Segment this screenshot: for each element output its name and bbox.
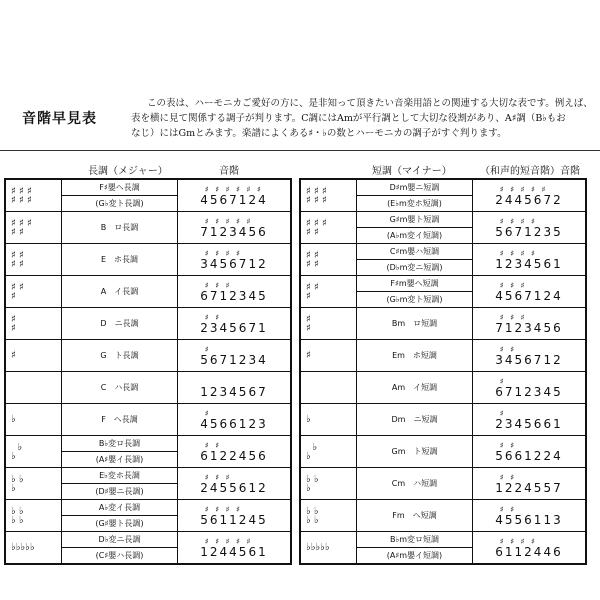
- key-signature: [5, 340, 62, 372]
- key-name-label: E♭変ホ長調: [99, 471, 140, 480]
- key-name-label: (D♭m変ニ短調): [357, 259, 472, 275]
- key-signature-line: ♯: [11, 290, 16, 302]
- scale-cell: [473, 532, 587, 565]
- key-name: [62, 404, 178, 436]
- key-signature-line: ♯: [11, 313, 16, 325]
- divider: [0, 150, 600, 151]
- scale-digits: 7123456: [495, 320, 563, 335]
- scale-digits: 1234561: [495, 256, 563, 271]
- scale-digits: 6112446: [495, 544, 563, 559]
- key-signature: [5, 276, 62, 308]
- key-name-label: F ヘ長調: [101, 415, 138, 424]
- scale-digits: 4567124: [200, 192, 268, 207]
- scale-digits: 5661224: [495, 448, 563, 463]
- key-signature: [5, 404, 62, 436]
- key-name: [357, 244, 473, 276]
- key-signature-line: ♯ ♯: [11, 249, 24, 261]
- scale-digits: 2455612: [200, 480, 268, 495]
- scale-digits: 1224557: [495, 480, 563, 495]
- scale-digits: 5671235: [495, 224, 563, 239]
- scale-sharps: ♯ ♯: [200, 312, 222, 322]
- key-signature-line: ♯ ♯: [11, 258, 24, 270]
- key-signature-line: ♭: [11, 441, 23, 453]
- key-name: [357, 212, 473, 244]
- scale-sharps: ♯ ♯ ♯: [200, 472, 232, 482]
- key-name: [62, 276, 178, 308]
- scale-cell: [178, 436, 292, 468]
- key-name: [357, 179, 473, 212]
- table-row: [5, 276, 291, 308]
- key-signature-line: ♯ ♯ ♯: [11, 217, 32, 229]
- scale-sharps: ♯ ♯ ♯ ♯ ♯: [495, 184, 548, 194]
- key-signature-line: ♯ ♯ ♯: [11, 185, 32, 197]
- key-name: [62, 340, 178, 372]
- key-name: [62, 436, 178, 468]
- key-name-label: (E♭m変ホ短調): [357, 195, 472, 211]
- table-row: [300, 468, 586, 500]
- major-key-header: 長調（メジャー）: [88, 166, 168, 177]
- scale-cell: [178, 212, 292, 244]
- key-signature-line: ♭ ♭: [306, 505, 319, 517]
- key-name-label: Gm ト短調: [391, 447, 438, 456]
- scale-cell: [178, 308, 292, 340]
- scale-sharps: ♯ ♯ ♯: [495, 312, 527, 322]
- key-name: [62, 244, 178, 276]
- key-name-label: A♭変イ長調: [98, 503, 141, 512]
- key-signature: [5, 308, 62, 340]
- major-scale-table: [4, 178, 292, 565]
- key-name-label: B ロ長調: [100, 223, 139, 232]
- key-signature-line: ♯ ♯: [306, 281, 319, 293]
- key-signature-line: ♯ ♯: [306, 249, 319, 261]
- scale-cell: [178, 276, 292, 308]
- key-signature: [5, 436, 62, 468]
- key-signature: [5, 179, 62, 212]
- scale-cell: [178, 372, 292, 404]
- key-signature-line: ♯ ♯ ♯: [11, 194, 32, 206]
- scale-sharps: ♯: [495, 376, 506, 386]
- minor-key-header: 短調（マイナー）: [372, 166, 452, 177]
- key-name-label: (A♯m嬰イ短調): [357, 547, 472, 563]
- table-row: [5, 179, 291, 212]
- intro-line: この表は、ハーモニカご愛好の方に、是非知って頂きたい音楽用語との関連する大切な表です。例えば、: [147, 98, 593, 109]
- scale-sharps: ♯ ♯ ♯ ♯ ♯ ♯: [200, 184, 263, 194]
- key-name-label: Em ホ短調: [392, 351, 437, 360]
- key-signature-line: ♭: [11, 414, 16, 425]
- scale-cell: [473, 340, 587, 372]
- key-name-label: Am イ短調: [391, 383, 438, 392]
- scale-cell: [473, 244, 587, 276]
- scale-sharps: ♯ ♯: [495, 472, 517, 482]
- scale-cell: [473, 404, 587, 436]
- scale-sharps: ♯ ♯ ♯ ♯: [200, 504, 242, 514]
- key-name-label: (G♭変ト長調): [62, 195, 177, 211]
- key-signature: [300, 436, 357, 468]
- scale-digits: 2345661: [495, 416, 563, 431]
- table-row: [300, 308, 586, 340]
- key-name-label: (C♯嬰ハ長調): [62, 547, 177, 563]
- key-name: [357, 436, 473, 468]
- key-signature: [5, 500, 62, 532]
- scale-sharps: ♯ ♯: [495, 440, 517, 450]
- key-signature: [300, 372, 357, 404]
- key-name-label: F♯m嬰ヘ短調: [390, 279, 439, 288]
- key-signature-line: ♯: [306, 290, 311, 302]
- key-signature-line: ♭ ♭: [11, 473, 24, 485]
- key-name: [62, 468, 178, 500]
- scale-sharps: ♯ ♯: [200, 440, 222, 450]
- key-name: [357, 308, 473, 340]
- scale-digits: 2345671: [200, 320, 268, 335]
- key-signature: [300, 500, 357, 532]
- key-name: [62, 212, 178, 244]
- scale-digits: 3456712: [200, 256, 268, 271]
- key-signature: [300, 308, 357, 340]
- key-signature-line: ♯ ♯: [306, 258, 319, 270]
- table-row: [5, 308, 291, 340]
- key-signature-line: ♯: [11, 350, 16, 361]
- key-signature: [5, 212, 62, 244]
- key-name-label: (G♯嬰ト長調): [62, 515, 177, 531]
- key-name: [357, 340, 473, 372]
- key-signature-line: ♯: [306, 313, 311, 325]
- table-row: [300, 212, 586, 244]
- scale-sharps: ♯: [200, 408, 211, 418]
- scale-sharps: ♯ ♯ ♯ ♯ ♯: [200, 216, 253, 226]
- scale-digits: 6712345: [495, 384, 563, 399]
- scale-sharps: ♯ ♯ ♯ ♯: [495, 248, 537, 258]
- key-name: [62, 308, 178, 340]
- key-name: [62, 179, 178, 212]
- scale-cell: [178, 500, 292, 532]
- scale-cell: [178, 532, 292, 565]
- scale-cell: [178, 404, 292, 436]
- key-signature: [300, 468, 357, 500]
- key-name-label: (A♯嬰イ長調): [62, 451, 177, 467]
- scale-cell: [178, 340, 292, 372]
- key-name: [62, 372, 178, 404]
- scale-digits: 5671234: [200, 352, 268, 367]
- table-row: [5, 212, 291, 244]
- intro-text: [131, 96, 593, 141]
- scale-sharps: ♯ ♯ ♯ ♯: [200, 248, 242, 258]
- key-signature-line: ♯: [11, 322, 16, 334]
- scale-cell: [473, 308, 587, 340]
- key-name-label: E ホ長調: [100, 255, 139, 264]
- key-signature-line: ♯ ♯: [11, 281, 24, 293]
- key-signature-line: ♭: [306, 441, 318, 453]
- key-name-label: Fm ヘ短調: [392, 511, 437, 520]
- key-signature: [5, 468, 62, 500]
- scale-sharps: ♯: [495, 408, 506, 418]
- table-row: [5, 436, 291, 468]
- scale-digits: 7123456: [200, 224, 268, 239]
- table-row: [300, 179, 586, 212]
- key-signature: [5, 372, 62, 404]
- scale-digits: 6122456: [200, 448, 268, 463]
- scale-sharps: ♯: [200, 344, 211, 354]
- key-signature-line: ♯: [306, 322, 311, 334]
- key-name: [357, 276, 473, 308]
- key-name-label: D♭変ニ長調: [98, 535, 141, 544]
- major-scale-header: 音階: [219, 166, 239, 177]
- key-signature-line: ♭♭♭♭♭: [306, 542, 330, 553]
- table-row: [300, 500, 586, 532]
- scale-cell: [473, 468, 587, 500]
- intro-line: なじ）にはGmとみます。楽譜によくある♯・♭の数とハーモニカの調子がすぐ判ります。: [131, 128, 507, 139]
- scale-sharps: ♯ ♯ ♯: [495, 280, 527, 290]
- key-signature-line: ♯ ♯ ♯: [306, 185, 327, 197]
- key-signature-line: ♭: [306, 482, 311, 494]
- table-row: [5, 404, 291, 436]
- key-name-label: Dm ニ短調: [391, 415, 438, 424]
- key-signature-line: ♭ ♭: [306, 514, 319, 526]
- key-name-label: B♭変ロ長調: [98, 439, 141, 448]
- key-signature-line: ♭: [11, 450, 16, 462]
- table-row: [300, 404, 586, 436]
- key-signature-line: ♭ ♭: [11, 514, 24, 526]
- key-signature-line: ♭: [306, 414, 311, 425]
- key-name-label: B♭m変ロ短調: [389, 535, 440, 544]
- key-name-label: D ニ長調: [100, 319, 139, 328]
- table-row: [5, 372, 291, 404]
- key-signature-line: ♯: [306, 350, 311, 361]
- scale-cell: [473, 372, 587, 404]
- table-row: [300, 340, 586, 372]
- scale-cell: [473, 179, 587, 212]
- table-row: [300, 372, 586, 404]
- table-row: [300, 276, 586, 308]
- scale-sharps: ♯ ♯: [495, 504, 517, 514]
- scale-sharps: ♯ ♯ ♯: [200, 280, 232, 290]
- key-name-label: A イ長調: [100, 287, 139, 296]
- scale-cell: [178, 468, 292, 500]
- key-name: [357, 372, 473, 404]
- key-signature-line: ♭: [11, 482, 16, 494]
- key-signature-line: ♯ ♯: [306, 226, 319, 238]
- key-name: [357, 468, 473, 500]
- key-name-label: F♯嬰ヘ長調: [99, 183, 140, 192]
- key-signature: [300, 212, 357, 244]
- key-signature: [300, 340, 357, 372]
- key-name-label: C♯m嬰ハ短調: [389, 247, 440, 256]
- key-signature-line: ♭ ♭: [11, 505, 24, 517]
- key-name: [357, 500, 473, 532]
- scale-digits: 4567124: [495, 288, 563, 303]
- table-row: [300, 532, 586, 565]
- scale-sharps: ♯ ♯ ♯ ♯: [495, 216, 537, 226]
- key-signature-line: ♯ ♯ ♯: [306, 194, 327, 206]
- key-name: [357, 404, 473, 436]
- key-name-label: G♯m嬰ト短調: [389, 215, 440, 224]
- table-row: [300, 244, 586, 276]
- scale-digits: 4566123: [200, 416, 268, 431]
- key-signature: [300, 179, 357, 212]
- key-name: [62, 532, 178, 565]
- key-name-label: Cm ハ短調: [391, 479, 438, 488]
- scale-sharps: ♯ ♯: [495, 344, 517, 354]
- key-name-label: D♯m嬰ニ短調: [389, 183, 440, 192]
- scale-cell: [473, 500, 587, 532]
- key-name-label: G ト長調: [100, 351, 139, 360]
- key-signature-line: ♯ ♯ ♯: [306, 217, 327, 229]
- key-name: [62, 500, 178, 532]
- scale-cell: [178, 179, 292, 212]
- table-row: [5, 340, 291, 372]
- scale-cell: [473, 212, 587, 244]
- table-row: [5, 532, 291, 565]
- key-signature: [300, 244, 357, 276]
- key-name-label: (G♭m変ト短調): [357, 291, 472, 307]
- key-signature-line: ♭♭♭♭♭: [11, 542, 35, 553]
- key-name-label: Bm ロ短調: [391, 319, 438, 328]
- key-signature: [300, 532, 357, 565]
- scale-digits: 6712345: [200, 288, 268, 303]
- key-signature: [300, 276, 357, 308]
- table-row: [5, 500, 291, 532]
- key-name-label: C ハ長調: [100, 383, 139, 392]
- key-signature: [300, 404, 357, 436]
- key-signature: [5, 532, 62, 565]
- scale-sharps: ♯ ♯ ♯ ♯ ♯: [200, 536, 253, 546]
- minor-scale-table: [299, 178, 587, 565]
- key-name-label: (D♯嬰ニ長調): [62, 483, 177, 499]
- scale-digits: 1234567: [200, 384, 268, 399]
- key-signature: [5, 244, 62, 276]
- scale-digits: 2445672: [495, 192, 563, 207]
- intro-line: 表を横に見て関係する調子が判ります。C調にはAmが平行調として大切な役割があり、A♯調（B♭もお: [131, 113, 566, 124]
- scale-digits: 3456712: [495, 352, 563, 367]
- page-title: 音階早見表: [22, 111, 97, 127]
- key-name: [357, 532, 473, 565]
- key-signature-line: ♭ ♭: [306, 473, 319, 485]
- scale-cell: [178, 244, 292, 276]
- table-row: [300, 436, 586, 468]
- scale-cell: [473, 436, 587, 468]
- scale-digits: 4556113: [495, 512, 563, 527]
- key-signature-line: ♭: [306, 450, 311, 462]
- scale-digits: 1244561: [200, 544, 268, 559]
- table-row: [5, 468, 291, 500]
- scale-digits: 5611245: [200, 512, 268, 527]
- minor-scale-header: （和声的短音階）音階: [480, 166, 580, 177]
- scale-sharps: ♯ ♯ ♯ ♯: [495, 536, 537, 546]
- table-row: [5, 244, 291, 276]
- scale-cell: [473, 276, 587, 308]
- key-signature-line: ♯ ♯: [11, 226, 24, 238]
- key-name-label: (A♭m変イ短調): [357, 227, 472, 243]
